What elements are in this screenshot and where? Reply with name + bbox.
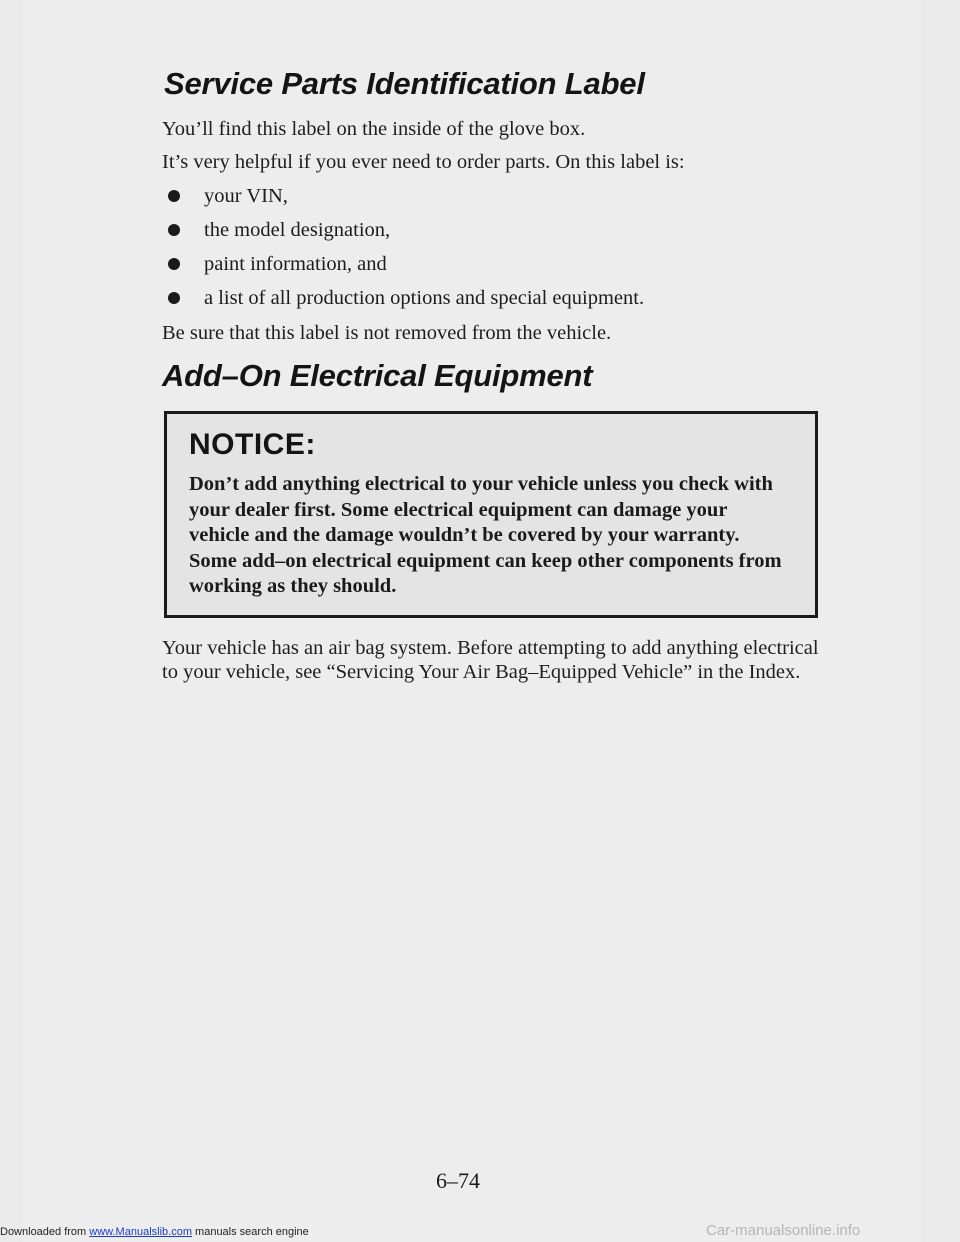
bullet-icon	[168, 190, 180, 202]
bullet-icon	[168, 224, 180, 236]
bullet-icon	[168, 292, 180, 304]
notice-text: Don’t add anything electrical to your vehicle unless you check with your dealer first. Some electrical equipment can damage your vehicle and the damage wouldn’t be covered by your warranty. Some add–on electrical equipment can keep other components from working as they should.	[189, 473, 782, 597]
watermark-text: Car-manualsonline.info	[706, 1222, 861, 1239]
air-bag-paragraph: Your vehicle has an air bag system. Before attempting to add anything electrical to your vehicle, see “Servicing Your Air Bag–Equipped Vehicle” in the Index.	[162, 637, 819, 683]
list-item-text: a list of all production options and special equipment.	[204, 287, 645, 309]
list-item-text: your VIN,	[204, 185, 288, 207]
label-usefulness-paragraph: It’s very helpful if you ever need to order parts. On this label is:	[162, 151, 685, 173]
footer-suffix: manuals search engine	[191, 1226, 309, 1238]
section-title-service-parts: Service Parts Identification Label	[164, 66, 645, 101]
label-warning-paragraph: Be sure that this label is not removed from the vehicle.	[162, 322, 612, 344]
list-item	[162, 285, 644, 319]
bullet-icon	[168, 258, 180, 270]
section-title-add-on-electrical: Add–On Electrical Equipment	[162, 358, 593, 393]
list-item	[162, 183, 644, 217]
download-footer	[0, 1226, 309, 1238]
label-contents-list	[162, 183, 644, 319]
notice-box	[164, 411, 818, 618]
manualslib-link[interactable]: www.Manualslib.com	[89, 1226, 192, 1238]
list-item	[162, 251, 644, 285]
list-item-text: the model designation,	[204, 219, 391, 241]
page-number: 6–74	[436, 1168, 480, 1193]
list-item-text: paint information, and	[204, 253, 387, 275]
notice-title: NOTICE:	[189, 428, 316, 461]
label-location-paragraph: You’ll find this label on the inside of the glove box.	[162, 118, 586, 140]
footer-prefix: Downloaded from	[0, 1226, 90, 1238]
list-item	[162, 217, 644, 251]
